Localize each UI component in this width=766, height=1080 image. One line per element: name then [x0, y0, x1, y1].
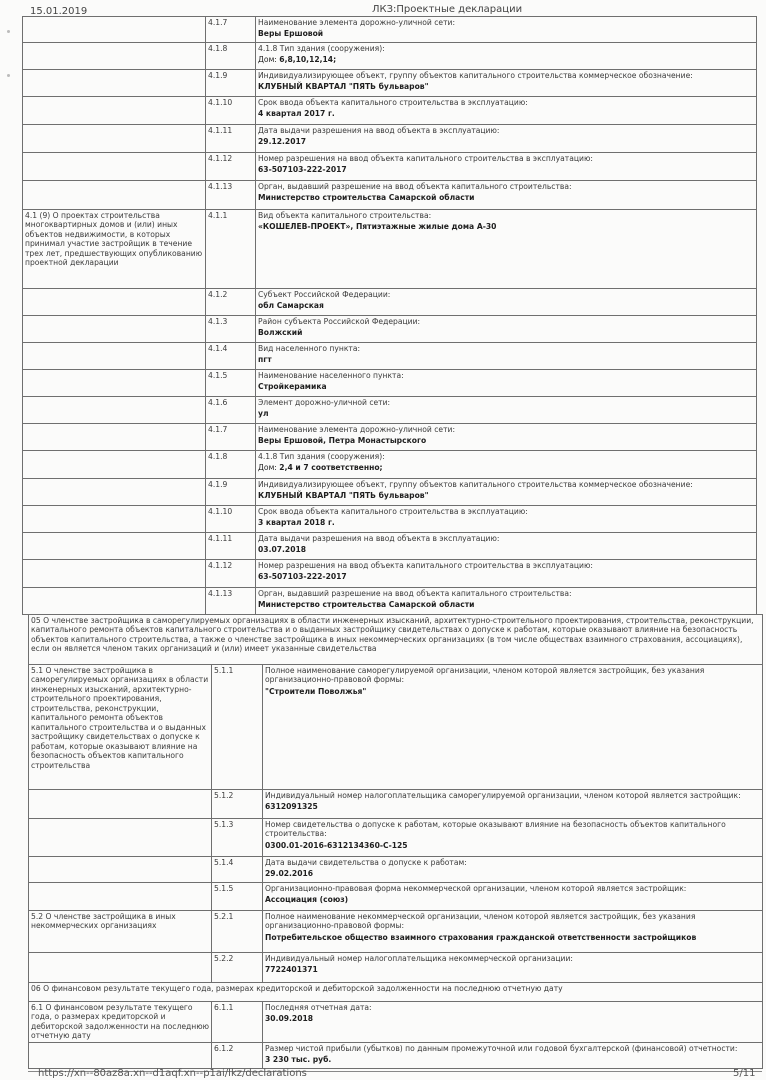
answer-value: 63-507103-222-2017: [258, 572, 347, 582]
footer-page-number: 5/11: [733, 1068, 756, 1079]
item-number: 4.1.12: [206, 560, 256, 588]
section-label: 5.1 О членстве застройщика в саморегулируемых организациях в области инженерных изысканий, архитектурно-строительного проектирования, строительства, реконструкции, капитального ремонта объектов капитального строительства и о выданных застройщику свидетельствах о допуске к работам, которые оказывают влияние на безопасность объектов капитального строительства: [29, 665, 212, 790]
item-question: Индивидуальный номер налогоплательщика некоммерческой организации:: [265, 954, 573, 963]
answer-prefix: Дом:: [258, 463, 280, 473]
section-label: [23, 451, 206, 479]
item-content: [263, 790, 763, 819]
item-content: [256, 316, 757, 343]
item-answer: [258, 463, 754, 472]
section-label: [23, 506, 206, 533]
item-number: 4.1.12: [206, 153, 256, 181]
item-answer: [258, 436, 754, 445]
item-answer: 29.02.2016: [265, 869, 314, 879]
item-answer: [258, 545, 754, 554]
item-number: 4.1.13: [206, 181, 256, 210]
item-question: Индивидуализирующее объект, группу объектов капитального строительства коммерческое обозначение:: [258, 480, 693, 489]
item-content: [256, 43, 757, 70]
table-row: [29, 819, 763, 857]
table-row: [23, 289, 757, 316]
section-05-title: 05 О членстве застройщика в саморегулируемых организациях в области инженерных изысканий, архитектурно-строительного проектирования, строительства, реконструкции, капитального ремонта объектов капитального строительства и о выданных застройщику свидетельствах о допуске к работам, которые оказывают влияние на безопасность объектов капитального строительства, а также о членстве застройщика в иных некоммерческих организациях (в том числе обществах взаимного страхования, ассоциациях), если он является членом таких организаций и (или) имеет указанные свидетельства: [29, 615, 763, 665]
table-row: [29, 883, 763, 911]
item-question: Наименование элемента дорожно-уличной сети:: [258, 18, 456, 27]
table-row: [23, 153, 757, 181]
section-label: [23, 397, 206, 424]
footer-url: https://xn--80az8a.xn--d1aqf.xn--p1ai/lkz/declarations: [38, 1068, 307, 1079]
item-number: 5.1.4: [212, 857, 263, 883]
item-question: Номер разрешения на ввод объекта капитального строительства в эксплуатацию:: [258, 561, 593, 570]
answer-value: Министерство строительства Самарской области: [258, 193, 475, 203]
section-label: [23, 125, 206, 153]
item-content: [256, 17, 757, 43]
declaration-table-membership-finance: [28, 614, 763, 1069]
item-question: Орган, выдавший разрешение на ввод объекта капитального строительства:: [258, 589, 572, 598]
item-number: 4.1.8: [206, 451, 256, 479]
item-question: Район субъекта Российской Федерации:: [258, 317, 421, 326]
item-answer: [258, 409, 754, 418]
item-question: Вид объекта капитального строительства:: [258, 211, 432, 220]
item-question: 4.1.8 Тип здания (сооружения):: [258, 452, 385, 461]
answer-prefix: Дом:: [258, 55, 280, 65]
section-label: 6.1 О финансовом результате текущего года, о размерах кредиторской и дебиторской задолженности на последнюю отчетную дату: [29, 1002, 212, 1043]
table-row: [23, 560, 757, 588]
item-number: 6.1.1: [212, 1002, 263, 1043]
item-number: 5.1.3: [212, 819, 263, 857]
section-label: [29, 883, 212, 911]
table-row: [23, 343, 757, 370]
section-label: [23, 153, 206, 181]
item-question: Индивидуализирующее объект, группу объектов капитального строительства коммерческое обозначение:: [258, 71, 693, 80]
item-question: Срок ввода объекта капитального строительства в эксплуатацию:: [258, 98, 528, 107]
print-title: ЛКЗ:Проектные декларации: [372, 4, 523, 15]
item-number: 4.1.11: [206, 533, 256, 560]
item-content: [263, 953, 763, 983]
item-answer: [258, 29, 754, 38]
item-content: [256, 424, 757, 451]
item-number: 4.1.13: [206, 588, 256, 615]
item-answer: [258, 165, 754, 174]
answer-value: Веры Ершовой: [258, 29, 324, 39]
item-number: 4.1.6: [206, 397, 256, 424]
section-label: [29, 819, 212, 857]
item-content: [263, 819, 763, 857]
table-row: [29, 1002, 763, 1043]
section-label: [23, 43, 206, 70]
section-label: [23, 181, 206, 210]
answer-value: 29.12.2017: [258, 137, 307, 147]
item-answer: [258, 328, 754, 337]
item-answer: 30.09.2018: [265, 1014, 314, 1024]
item-content: [263, 1002, 763, 1043]
answer-value: 03.07.2018: [258, 545, 307, 555]
item-content: [256, 370, 757, 397]
section-label: 4.1 (9) О проектах строительства многоквартирных домов и (или) иных объектов недвижимости, в которых принимал участие застройщик в течение трех лет, предшествующих опубликованию проектной декларации: [23, 210, 206, 289]
table-row: [23, 479, 757, 506]
section-label: [23, 370, 206, 397]
item-answer: [258, 193, 754, 202]
table-row: [23, 370, 757, 397]
table-row: [23, 70, 757, 97]
table-row: [23, 451, 757, 479]
item-number: 4.1.3: [206, 316, 256, 343]
section-label: [23, 70, 206, 97]
table-row: [23, 533, 757, 560]
item-content: [256, 70, 757, 97]
section-label: [23, 17, 206, 43]
answer-value: 2,4 и 7 соответственно;: [279, 463, 383, 473]
item-answer: 0300.01-2016-6312134360-С-125: [265, 840, 408, 850]
item-answer: [258, 55, 754, 64]
answer-value: Веры Ершовой, Петра Монастырского: [258, 436, 427, 446]
item-number: 4.1.11: [206, 125, 256, 153]
item-number: 4.1.8: [206, 43, 256, 70]
answer-value: 63-507103-222-2017: [258, 165, 347, 175]
item-content: [256, 97, 757, 125]
item-content: [263, 883, 763, 911]
table-row: [29, 790, 763, 819]
item-question: Полное наименование саморегулируемой организации, членом которой является застройщик, без указания организационно-правовой формы:: [265, 666, 705, 685]
item-content: [256, 343, 757, 370]
item-number: 4.1.1: [206, 210, 256, 289]
table-row: [23, 588, 757, 615]
item-answer: [258, 518, 754, 527]
item-content: [256, 506, 757, 533]
item-content: [256, 397, 757, 424]
item-question: Наименование населенного пункта:: [258, 371, 404, 380]
item-number: 5.2.2: [212, 953, 263, 983]
item-content: [263, 1042, 763, 1068]
section-label: [29, 953, 212, 983]
section-label: [23, 343, 206, 370]
item-number: 4.1.4: [206, 343, 256, 370]
answer-value: 3 квартал 2018 г.: [258, 518, 335, 528]
item-number: 5.2.1: [212, 911, 263, 953]
item-answer: Потребительское общество взаимного страхования гражданской ответственности застройщиков: [265, 932, 697, 942]
item-answer: "Строители Поволжья": [265, 686, 367, 696]
item-question: Субъект Российской Федерации:: [258, 290, 391, 299]
item-answer: [258, 382, 754, 391]
table-row: [23, 43, 757, 70]
item-question: Номер разрешения на ввод объекта капитального строительства в эксплуатацию:: [258, 154, 593, 163]
answer-value: пгт: [258, 355, 272, 365]
section-label: [23, 316, 206, 343]
answer-value: 4 квартал 2017 г.: [258, 109, 335, 119]
answer-value: 6,8,10,12,14;: [279, 55, 337, 65]
item-answer: Ассоциация (союз): [265, 895, 349, 905]
item-number: 4.1.10: [206, 97, 256, 125]
item-number: 4.1.5: [206, 370, 256, 397]
item-question: Номер свидетельства о допуске к работам, которые оказывают влияние на безопасность объектов капитального строительства:: [265, 820, 726, 839]
item-content: [256, 210, 757, 289]
table-row: [29, 665, 763, 790]
item-question: Полное наименование некоммерческой организации, членом которой является застройщик, без указания организационно-правовой формы:: [265, 912, 696, 931]
item-number: 5.1.2: [212, 790, 263, 819]
answer-value: КЛУБНЫЙ КВАРТАЛ "ПЯТЬ бульваров": [258, 491, 429, 501]
item-content: [263, 911, 763, 953]
table-row: [23, 424, 757, 451]
answer-value: «КОШЕЛЕВ-ПРОЕКТ», Пятиэтажные жилые дома А-30: [258, 222, 497, 232]
item-number: 4.1.2: [206, 289, 256, 316]
item-question: Орган, выдавший разрешение на ввод объекта капитального строительства:: [258, 182, 572, 191]
table-row: [23, 506, 757, 533]
item-content: [256, 588, 757, 615]
item-content: [256, 181, 757, 210]
item-number: 4.1.9: [206, 70, 256, 97]
item-answer: [258, 82, 754, 91]
item-answer: [258, 137, 754, 146]
item-question: Организационно-правовая форма некоммерческой организации, членом которой является застройщик:: [265, 884, 687, 893]
margin-mark: [7, 30, 10, 33]
declaration-table-projects: [22, 16, 757, 615]
item-number: 4.1.7: [206, 424, 256, 451]
section-label: [23, 588, 206, 615]
item-content: [263, 857, 763, 883]
section-label: [23, 289, 206, 316]
item-question: Срок ввода объекта капитального строительства в эксплуатацию:: [258, 507, 528, 516]
item-number: 4.1.9: [206, 479, 256, 506]
section-label: [29, 857, 212, 883]
item-answer: [258, 491, 754, 500]
item-content: [256, 560, 757, 588]
section-label: [23, 424, 206, 451]
item-content: [256, 289, 757, 316]
item-content: [256, 533, 757, 560]
item-question: Дата выдачи свидетельства о допуске к работам:: [265, 858, 467, 867]
item-answer: 6312091325: [265, 802, 318, 812]
item-question: Дата выдачи разрешения на ввод объекта в эксплуатацию:: [258, 534, 500, 543]
item-answer: 7722401371: [265, 965, 318, 975]
item-number: 6.1.2: [212, 1042, 263, 1068]
item-question: Размер чистой прибыли (убытков) по данным промежуточной или годовой бухгалтерской (финансовой) отчетности:: [265, 1043, 738, 1053]
answer-value: КЛУБНЫЙ КВАРТАЛ "ПЯТЬ бульваров": [258, 82, 429, 92]
answer-value: Волжский: [258, 328, 303, 338]
item-number: 5.1.5: [212, 883, 263, 911]
item-content: [263, 665, 763, 790]
table-row: [23, 97, 757, 125]
table-row: [23, 125, 757, 153]
print-date: 15.01.2019: [30, 6, 88, 17]
item-answer: [258, 355, 754, 364]
answer-value: Стройкерамика: [258, 382, 327, 392]
item-content: [256, 153, 757, 181]
table-row: [29, 953, 763, 983]
table-row: [23, 17, 757, 43]
item-question: Элемент дорожно-уличной сети:: [258, 398, 391, 407]
item-question: Индивидуальный номер налогоплательщика саморегулируемой организации, членом которой является застройщик:: [265, 791, 741, 800]
item-answer: [258, 222, 754, 231]
table-row: [29, 857, 763, 883]
section-label: [23, 533, 206, 560]
section-label: 5.2 О членстве застройщика в иных некоммерческих организациях: [29, 911, 212, 953]
section-06-title: 06 О финансовом результате текущего года, размерах кредиторской и дебиторской задолженности на последнюю отчетную дату: [29, 983, 763, 1002]
item-question: Вид населенного пункта:: [258, 344, 361, 353]
item-question: Последняя отчетная дата:: [265, 1003, 372, 1012]
margin-mark: [7, 74, 10, 77]
item-content: [256, 479, 757, 506]
item-answer: 3 230 тыс. руб.: [265, 1055, 332, 1065]
table-row: [23, 316, 757, 343]
item-content: [256, 125, 757, 153]
item-content: [256, 451, 757, 479]
item-answer: [258, 572, 754, 581]
table-row: [23, 397, 757, 424]
section-label: [23, 560, 206, 588]
item-answer: [258, 301, 754, 310]
item-question: Дата выдачи разрешения на ввод объекта в эксплуатацию:: [258, 126, 500, 135]
item-answer: [258, 109, 754, 118]
answer-value: обл Самарская: [258, 301, 324, 311]
item-number: 4.1.10: [206, 506, 256, 533]
section-label: [23, 479, 206, 506]
table-row: [23, 210, 757, 289]
section-label: [23, 97, 206, 125]
table-row: [23, 181, 757, 210]
item-number: 4.1.7: [206, 17, 256, 43]
item-question: 4.1.8 Тип здания (сооружения):: [258, 44, 385, 53]
section-label: [29, 790, 212, 819]
table-row: [29, 911, 763, 953]
item-question: Наименование элемента дорожно-уличной сети:: [258, 425, 456, 434]
section-label: [29, 1042, 212, 1068]
item-number: 5.1.1: [212, 665, 263, 790]
item-answer: [258, 600, 754, 609]
answer-value: ул: [258, 409, 269, 419]
answer-value: Министерство строительства Самарской области: [258, 600, 475, 610]
table-row: [29, 1042, 763, 1068]
